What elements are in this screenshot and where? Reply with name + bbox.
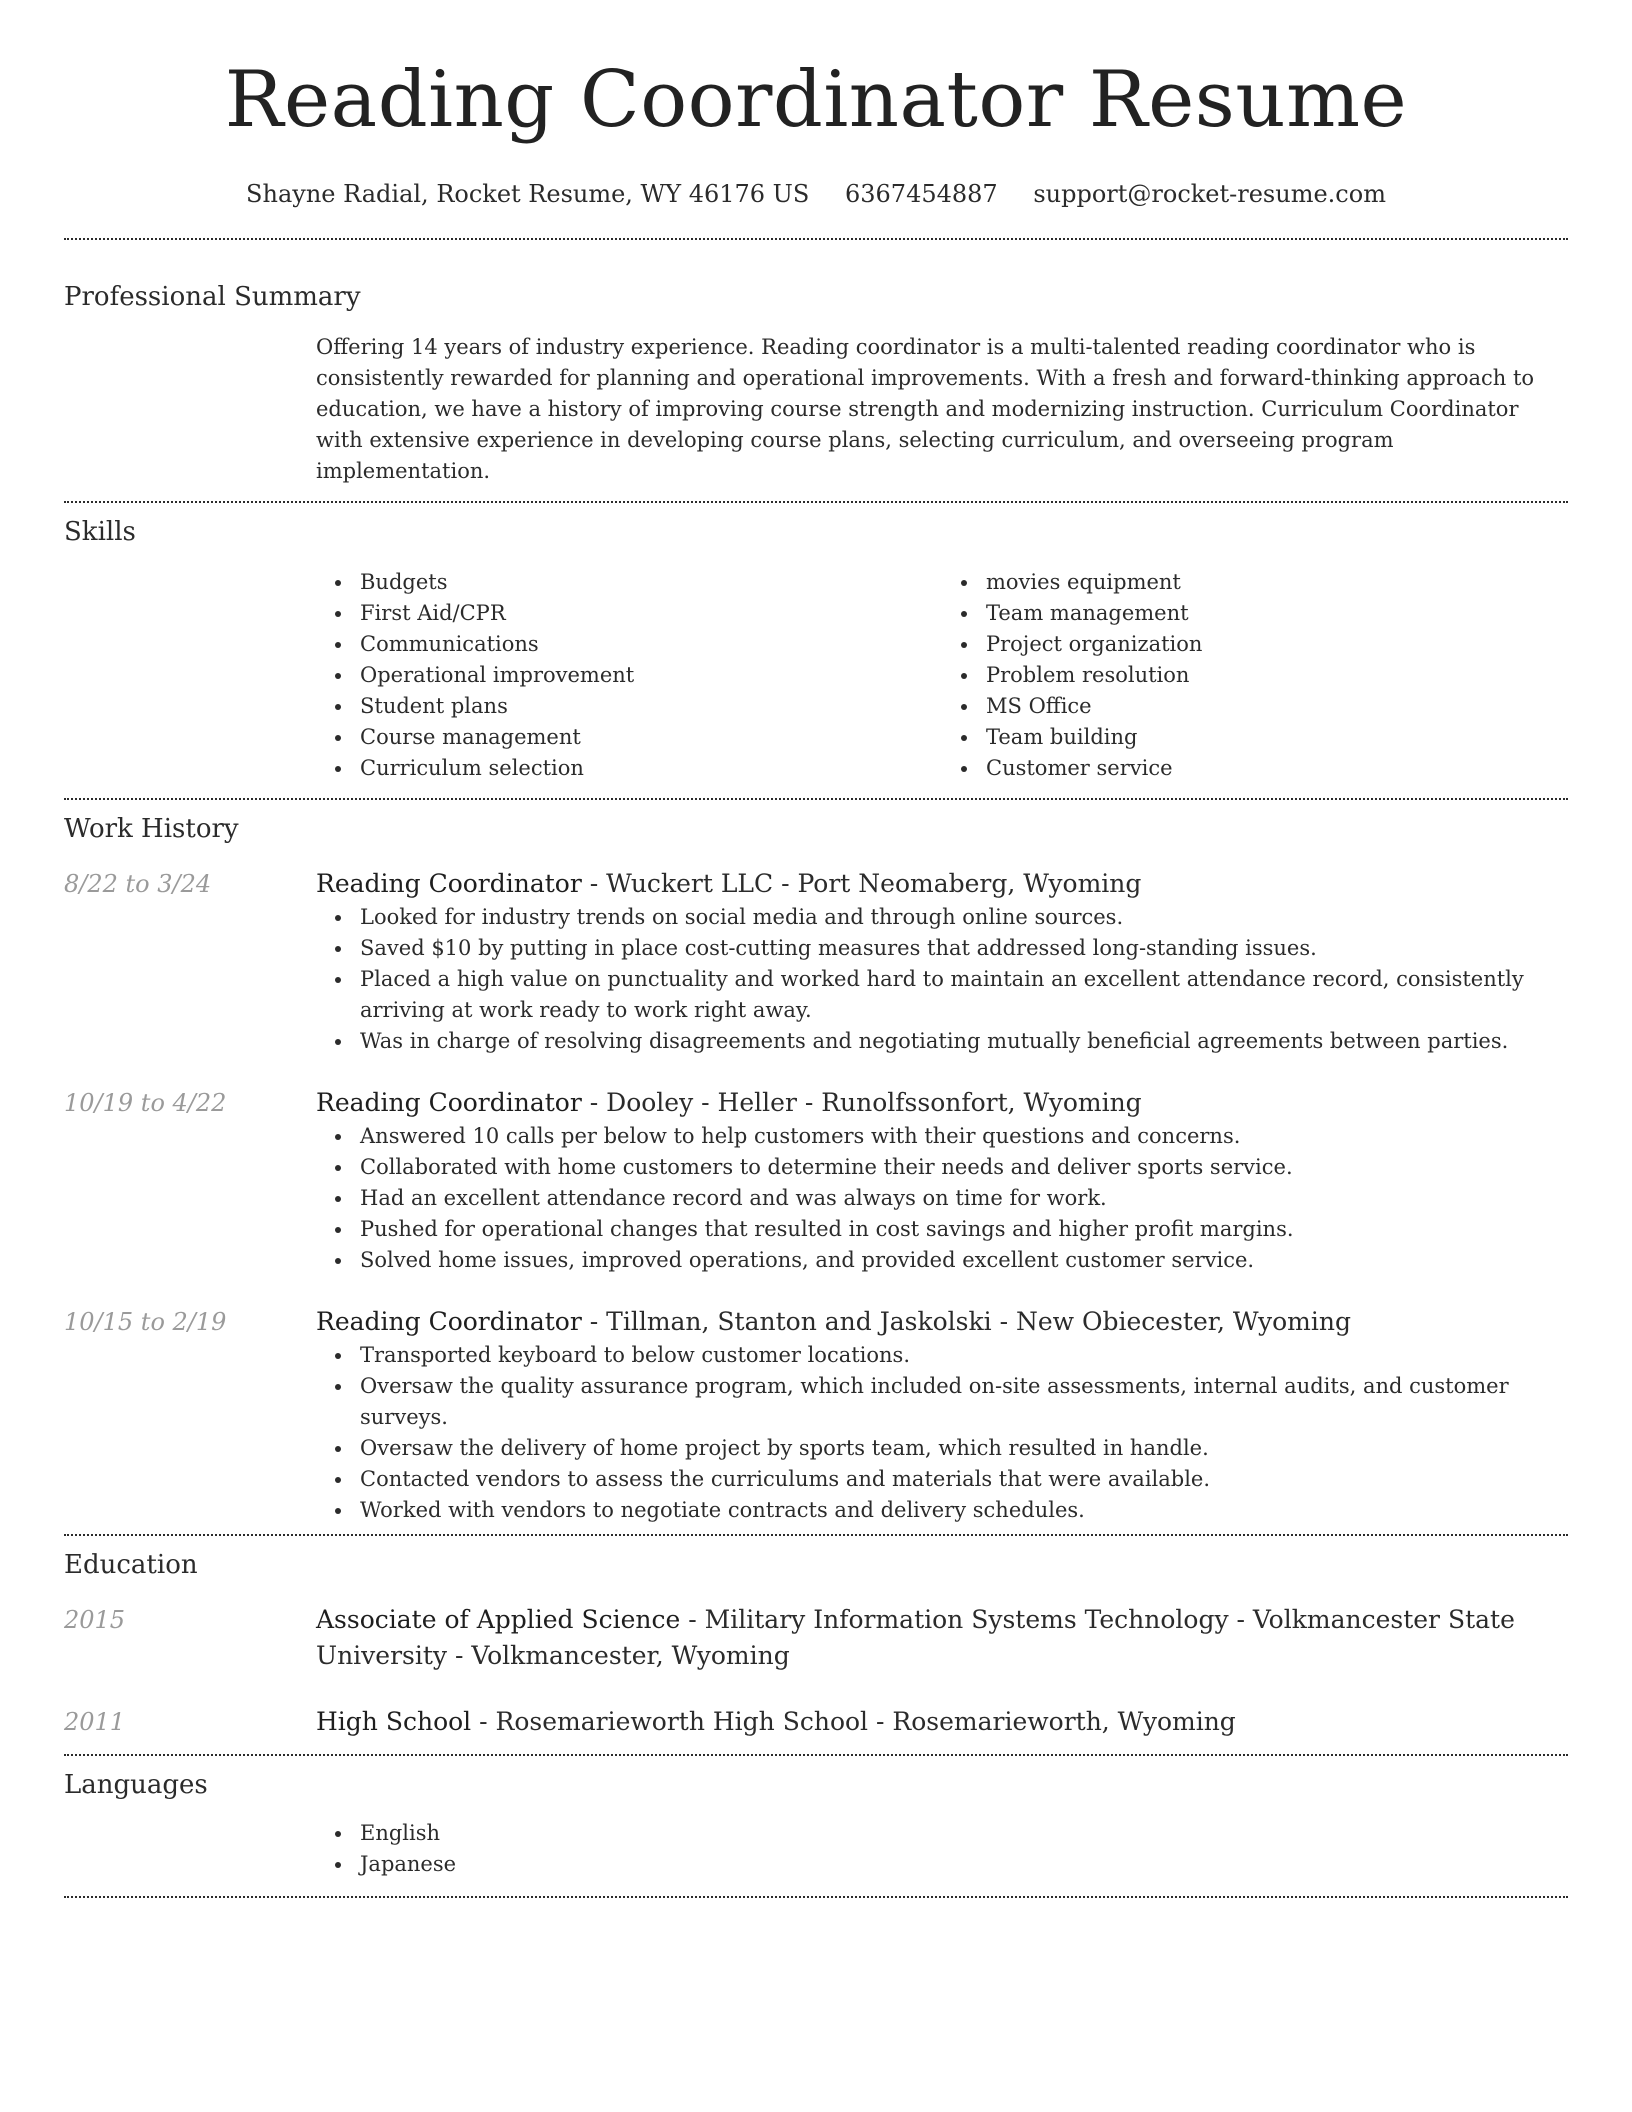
education-section: [64, 1548, 1568, 1740]
education-body: [316, 1704, 1568, 1740]
languages-list: [316, 1818, 1568, 1880]
job-bullet: Solved home issues, improved operations, and provided excellent customer service.: [360, 1245, 1568, 1276]
job-title: [316, 866, 1568, 902]
job-body: [316, 866, 1568, 1057]
summary-section: [64, 280, 1568, 487]
education-entry: [64, 1704, 1568, 1740]
skill-item: Problem resolution: [986, 660, 1568, 691]
job-dates: 10/19 to 4/22: [64, 1089, 227, 1117]
job-dates: 10/15 to 2/19: [64, 1308, 227, 1336]
education-degree: High School: [316, 1707, 472, 1736]
section-divider: [64, 1534, 1568, 1536]
language-item: Japanese: [360, 1849, 1568, 1880]
skill-item: Communications: [360, 629, 942, 660]
section-divider: [64, 798, 1568, 800]
job-bullet: Looked for industry trends on social media and through online sources.: [360, 902, 1568, 933]
contact-email: support@rocket-resume.com: [1033, 180, 1386, 208]
job-body: [316, 1085, 1568, 1276]
section-divider: [64, 501, 1568, 503]
education-heading: Education: [64, 1550, 198, 1580]
skills-list-right: [942, 567, 1568, 784]
job-position: Reading Coordinator: [316, 1307, 582, 1336]
languages-content: [316, 1818, 1568, 1880]
skills-section: [64, 515, 1568, 784]
contact-line: [0, 178, 1632, 210]
education-details: - Rosemarieworth High School - Rosemarieworth, Wyoming: [471, 1707, 1236, 1736]
job-entry: [64, 1304, 1568, 1526]
job-title: [316, 1085, 1568, 1121]
section-divider: [64, 1754, 1568, 1756]
job-bullet: Collaborated with home customers to determine their needs and deliver sports service.: [360, 1152, 1568, 1183]
education-body: [316, 1602, 1568, 1674]
job-bullets: [316, 902, 1568, 1057]
contact-phone: 6367454887: [844, 180, 998, 208]
education-degree: Associate of Applied Science: [316, 1605, 681, 1634]
job-bullet: Had an excellent attendance record and was always on time for work.: [360, 1183, 1568, 1214]
resume-header: [0, 0, 1632, 210]
skill-item: Team building: [986, 722, 1568, 753]
skills-list-left: [316, 567, 942, 784]
education-title: [316, 1602, 1568, 1674]
education-title: [316, 1704, 1568, 1740]
languages-heading: Languages: [64, 1770, 208, 1800]
work-heading: Work History: [64, 814, 239, 844]
job-bullet: Pushed for operational changes that resulted in cost savings and higher profit margins.: [360, 1214, 1568, 1245]
job-entry: [64, 866, 1568, 1057]
job-bullet: Oversaw the delivery of home project by sports team, which resulted in handle.: [360, 1433, 1568, 1464]
job-position: Reading Coordinator: [316, 869, 582, 898]
job-bullet: Contacted vendors to assess the curriculums and materials that were available.: [360, 1464, 1568, 1495]
languages-section: [64, 1768, 1568, 1880]
job-bullet: Transported keyboard to below customer locations.: [360, 1340, 1568, 1371]
job-bullet: Was in charge of resolving disagreements and negotiating mutually beneficial agreements between parties.: [360, 1026, 1568, 1057]
job-bullets: [316, 1121, 1568, 1276]
skill-item: Curriculum selection: [360, 753, 942, 784]
work-section: [64, 812, 1568, 1526]
skill-item: MS Office: [986, 691, 1568, 722]
job-bullet: Oversaw the quality assurance program, which included on-site assessments, internal audits, and customer surveys.: [360, 1371, 1568, 1433]
skill-item: Operational improvement: [360, 660, 942, 691]
skill-item: Budgets: [360, 567, 942, 598]
language-item: English: [360, 1818, 1568, 1849]
job-body: [316, 1304, 1568, 1526]
job-bullet: Answered 10 calls per below to help customers with their questions and concerns.: [360, 1121, 1568, 1152]
skill-item: movies equipment: [986, 567, 1568, 598]
job-details: - Wuckert LLC - Port Neomaberg, Wyoming: [581, 869, 1142, 898]
job-bullet: Saved $10 by putting in place cost-cutting measures that addressed long-standing issues.: [360, 933, 1568, 964]
education-year: 2015: [64, 1606, 126, 1634]
section-divider: [64, 1896, 1568, 1898]
job-bullet: Placed a high value on punctuality and worked hard to maintain an excellent attendance record, consistently arriving at work ready to work right away.: [360, 964, 1568, 1026]
job-details: - Dooley - Heller - Runolfssonfort, Wyoming: [581, 1088, 1142, 1117]
skills-heading: Skills: [64, 517, 136, 547]
resume-title: Reading Coordinator Resume: [224, 55, 1408, 145]
job-details: - Tillman, Stanton and Jaskolski - New Obiecester, Wyoming: [581, 1307, 1351, 1336]
education-details: - Military Information Systems Technology - Volkmancester State University - Volkmancester, Wyoming: [316, 1605, 1515, 1670]
section-divider: [64, 238, 1568, 240]
skill-item: First Aid/CPR: [360, 598, 942, 629]
skill-item: Course management: [360, 722, 942, 753]
job-entry: [64, 1085, 1568, 1276]
job-bullet: Worked with vendors to negotiate contracts and delivery schedules.: [360, 1495, 1568, 1526]
job-position: Reading Coordinator: [316, 1088, 582, 1117]
job-title: [316, 1304, 1568, 1340]
summary-text: Offering 14 years of industry experience. Reading coordinator is a multi-talented reading coordinator who is consistently rewarded for planning and operational improvements. With a fresh and forward-thinking approach to education, we have a history of improving course strength and modernizing instruction. Curriculum Coordinator with extensive experience in developing course plans, selecting curriculum, and overseeing program implementation.: [316, 335, 1535, 483]
job-bullets: [316, 1340, 1568, 1526]
skill-item: Customer service: [986, 753, 1568, 784]
contact-address: Shayne Radial, Rocket Resume, WY 46176 US: [246, 180, 810, 208]
education-year: 2011: [64, 1708, 126, 1736]
skills-grid: [316, 567, 1568, 784]
skill-item: Project organization: [986, 629, 1568, 660]
skill-item: Team management: [986, 598, 1568, 629]
job-dates: 8/22 to 3/24: [64, 870, 212, 898]
education-entry: [64, 1602, 1568, 1674]
skill-item: Student plans: [360, 691, 942, 722]
summary-heading: Professional Summary: [64, 282, 361, 312]
